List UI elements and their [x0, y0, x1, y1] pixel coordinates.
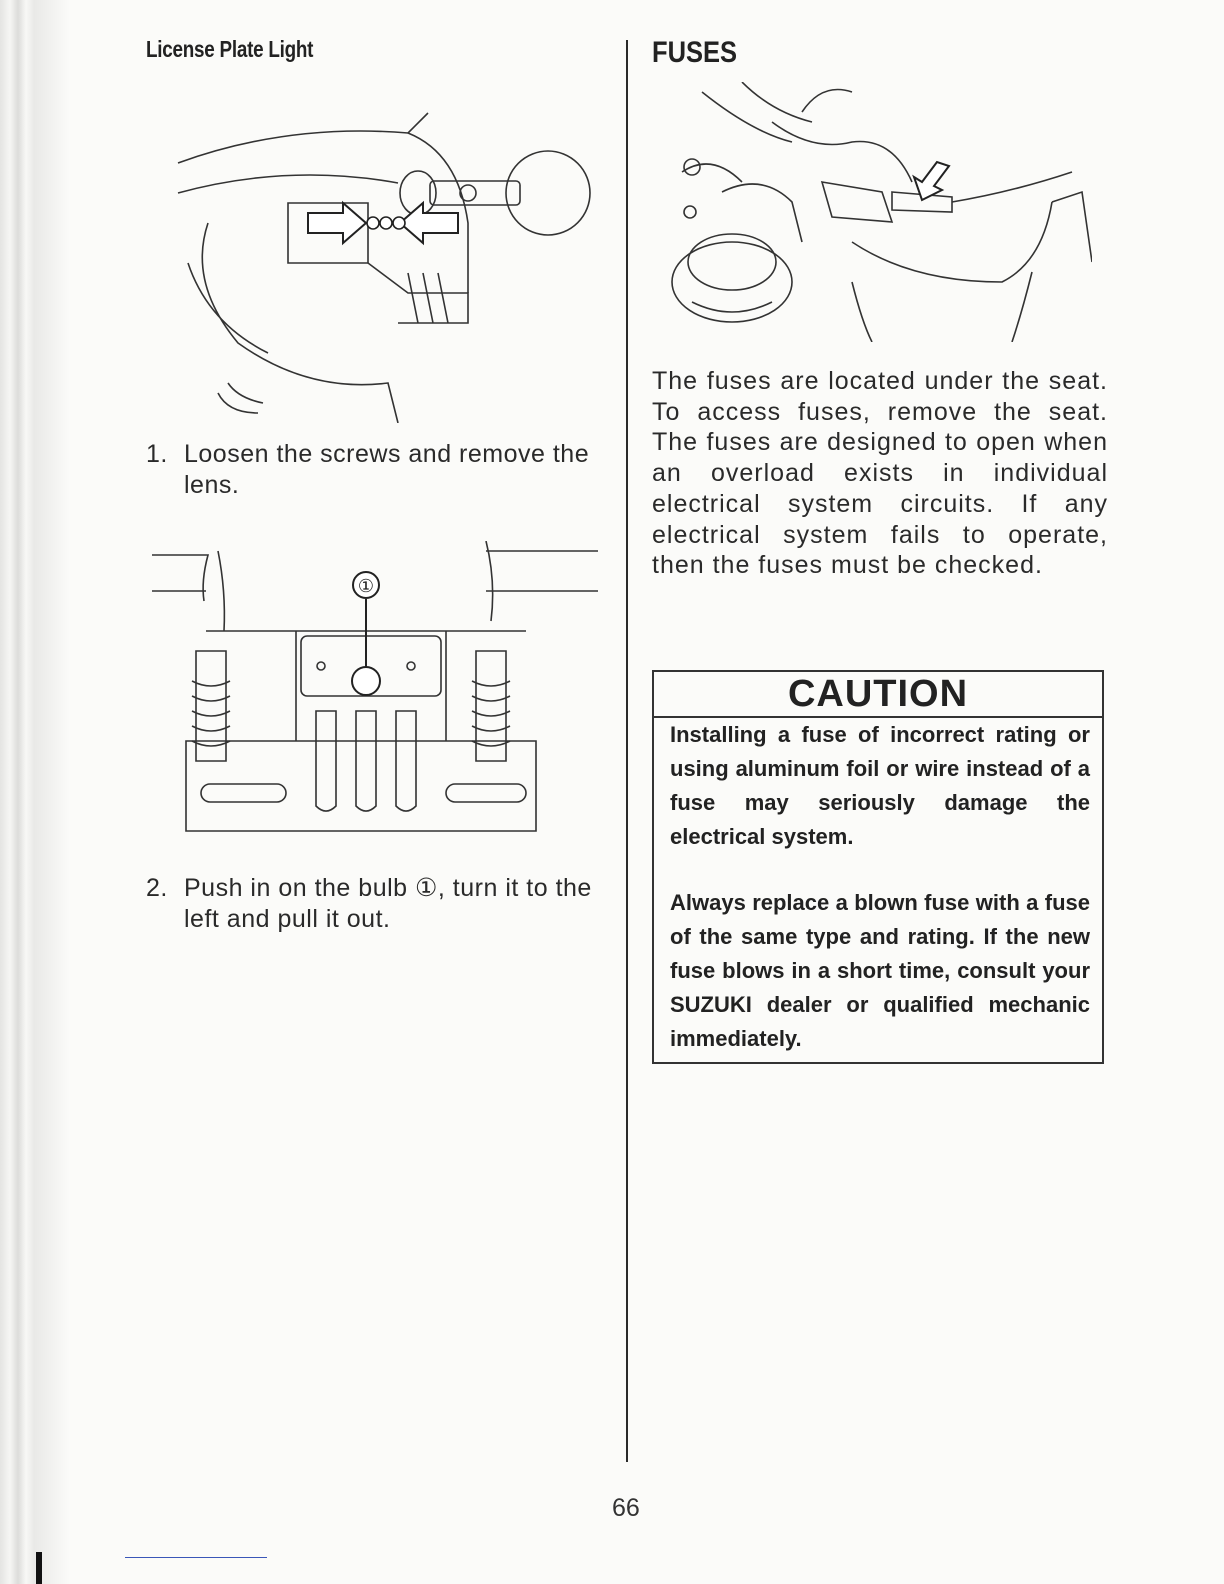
- license-light-lens-illustration: [168, 93, 618, 423]
- step-2-number: 2.: [146, 874, 168, 902]
- fuses-body-text: The fuses are located under the seat. To access fuses, remove the seat. The fuses are designed to open when an overload exists in individual electrical system circuits. If any electrical system fails to operate, then the fuses must be checked.: [652, 367, 1108, 580]
- step-1-text: Loosen the screws and remove the lens.: [184, 440, 590, 499]
- step-1-number: 1.: [146, 440, 168, 468]
- license-plate-light-heading: License Plate Light: [146, 36, 314, 62]
- caution-box: [652, 670, 1104, 1064]
- step-2: [146, 873, 606, 935]
- caution-title: CAUTION: [654, 672, 1102, 718]
- fuse-location-illustration: [652, 82, 1092, 342]
- column-divider: [626, 40, 628, 1462]
- step-1: [146, 439, 606, 501]
- bottom-rule: [125, 1557, 267, 1558]
- caution-paragraph-1: Installing a fuse of incorrect rating or using aluminum foil or wire instead of a fuse may seriously damage the electrical system.: [670, 722, 1090, 849]
- page-number: 66: [612, 1494, 640, 1522]
- license-plate-light-section: [146, 36, 606, 935]
- bulb-removal-illustration: [146, 541, 598, 841]
- book-binding-edge: [0, 0, 70, 1584]
- caution-paragraph-2: Always replace a blown fuse with a fuse of the same type and rating. If the new fuse blows in a short time, consult your SUZUKI dealer or qualified mechanic immediately.: [670, 890, 1090, 1051]
- fuses-heading: FUSES: [652, 36, 738, 69]
- fuses-section: [652, 36, 1108, 1051]
- bulb-callout-label: ①: [357, 576, 375, 596]
- binding-mark: [36, 1552, 42, 1584]
- step-2-text: Push in on the bulb ①, turn it to the left and pull it out.: [184, 874, 592, 933]
